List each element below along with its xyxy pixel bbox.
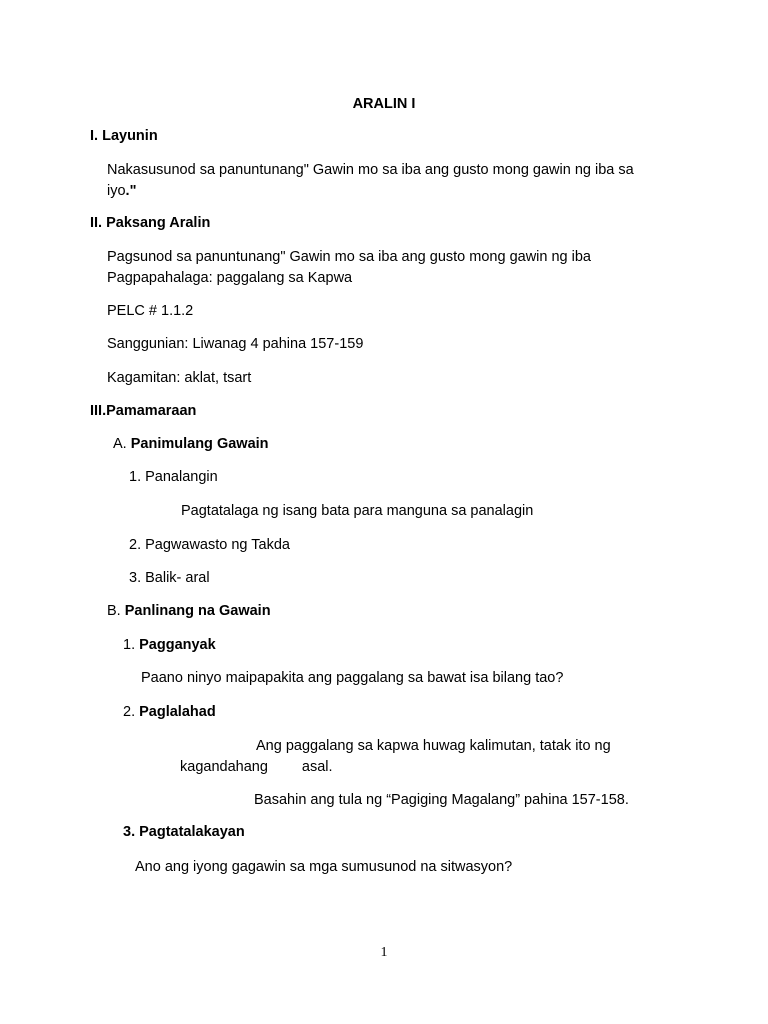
section-heading-pamamaraan: III.Pamamaraan (90, 403, 197, 419)
subheading-b-label: Panlinang na Gawain (124, 603, 271, 619)
list-item-panalangin: 1. Panalangin (129, 469, 218, 485)
paglalahad-detail-line2 (180, 758, 333, 776)
paglalahad-detail-word2: asal. (301, 759, 333, 775)
list-item-balik-aral: 3. Balik- aral (129, 570, 210, 586)
layunin-text-line1: Nakasusunod sa panuntunang" Gawin mo sa iba ang gusto mong gawin ng iba sa (107, 162, 634, 178)
section-heading-paksang-aralin: II. Paksang Aralin (90, 215, 211, 231)
subheading-a (113, 435, 269, 453)
subheading-a-label: Panimulang Gawain (130, 436, 269, 452)
list-item-pagganyak-label: Pagganyak (139, 637, 216, 653)
list-item-paglalahad-label: Paglalahad (139, 704, 216, 720)
layunin-closing-quote: ." (125, 183, 137, 199)
layunin-text-line2 (107, 182, 136, 200)
page-title: ARALIN I (352, 96, 416, 112)
pagtatalakayan-detail: Ano ang iyong gagawin sa mga sumusunod na sitwasyon? (135, 859, 513, 875)
paksa-pelc: PELC # 1.1.2 (107, 303, 194, 319)
paksa-kagamitan: Kagamitan: aklat, tsart (107, 370, 252, 386)
list-item-pagganyak (123, 636, 216, 654)
subheading-b (107, 602, 271, 620)
paglalahad-detail-line1: Ang paggalang sa kapwa huwag kalimutan, tatak ito ng (256, 738, 611, 754)
layunin-text-line2-word: iyo (107, 183, 126, 199)
paksa-text-line1: Pagsunod sa panuntunang" Gawin mo sa iba ang gusto mong gawin ng iba (107, 249, 591, 265)
page-number: 1 (380, 945, 388, 960)
list-item-pagwawasto: 2. Pagwawasto ng Takda (129, 537, 290, 553)
paglalahad-detail-word1: kagandahang (180, 759, 268, 775)
subheading-b-letter: B. (107, 603, 125, 619)
paksa-pagpapahalaga: Pagpapahalaga: paggalang sa Kapwa (107, 270, 353, 286)
list-item-panalangin-detail: Pagtatalaga ng isang bata para manguna sa panalagin (181, 503, 534, 519)
list-item-pagtatalakayan: 3. Pagtatalakayan (123, 824, 245, 840)
section-heading-layunin: I. Layunin (90, 128, 158, 144)
list-item-pagganyak-number: 1. (123, 637, 140, 653)
subheading-a-letter: A. (113, 436, 131, 452)
list-item-paglalahad (123, 703, 216, 721)
paglalahad-detail-line3: Basahin ang tula ng “Pagiging Magalang” pahina 157-158. (254, 792, 629, 808)
list-item-pagganyak-detail: Paano ninyo maipapakita ang paggalang sa bawat isa bilang tao? (141, 670, 564, 686)
list-item-paglalahad-number: 2. (123, 704, 140, 720)
paksa-sanggunian: Sanggunian: Liwanag 4 pahina 157-159 (107, 336, 364, 352)
